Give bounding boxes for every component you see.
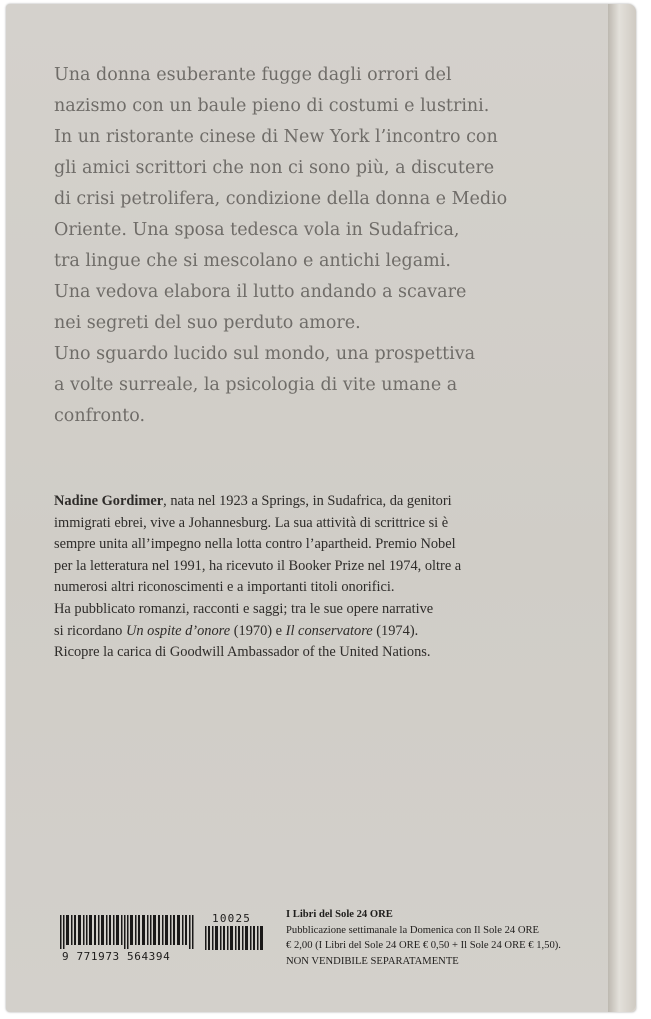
bio-line-text: si ricordano xyxy=(54,622,126,639)
work-title: Un ospite d’onore xyxy=(125,622,231,639)
bio-line: per la letteratura nel 1991, ha ricevuto il Booker Prize nel 1974, oltre a xyxy=(54,557,462,574)
blurb-line: gli amici scrittori che non ci sono più, a discutere xyxy=(54,158,495,178)
imprint-line: Pubblicazione settimanale la Domenica con Il Sole 24 ORE xyxy=(286,924,540,936)
bio-line: immigrati ebrei, vive a Johannesburg. La sua attività di scrittrice si è xyxy=(54,514,449,531)
blurb-text xyxy=(54,60,594,432)
bio-line-text: , nata nel 1923 a Springs, in Sudafrica, da genitori xyxy=(163,493,452,509)
book-back-cover xyxy=(6,4,636,1012)
publisher-name: I Libri del Sole 24 ORE xyxy=(286,909,393,920)
author-bio xyxy=(54,491,599,664)
blurb-line: Una donna esuberante fugge dagli orrori del xyxy=(54,65,452,85)
page-edge xyxy=(608,4,636,1012)
barcode-addon-image xyxy=(205,926,265,950)
blurb-line: Oriente. Una sposa tedesca vola in Sudafrica, xyxy=(54,220,460,240)
blurb-line: Una vedova elabora il lutto andando a scavare xyxy=(54,282,467,302)
imprint-block xyxy=(286,907,606,969)
bio-line-text: (1970) e xyxy=(230,622,286,639)
bio-line: sempre unita all’impegno nella lotta contro l’apartheid. Premio Nobel xyxy=(54,536,456,553)
barcode-number: 9 771973 564394 xyxy=(62,950,171,963)
blurb-line: nazismo con un baule pieno di costumi e lustrini. xyxy=(54,96,490,116)
author-name: Nadine Gordimer xyxy=(54,493,164,509)
imprint-line: NON VENDIBILE SEPARATAMENTE xyxy=(286,955,459,967)
price-line: € 2,00 (I Libri del Sole 24 ORE € 0,50 + Il Sole 24 ORE € 1,50). xyxy=(286,940,561,951)
blurb-line: In un ristorante cinese di New York l’incontro con xyxy=(54,127,498,147)
blurb-line: di crisi petrolifera, condizione della donna e Medio xyxy=(54,189,508,209)
bio-line: Ha pubblicato romanzi, racconti e saggi; tra le sue opere narrative xyxy=(54,600,434,617)
barcode-image xyxy=(60,915,198,949)
work-title: Il conservatore xyxy=(285,622,373,639)
bio-line: numerosi altri riconoscimenti e a importanti titoli onorifici. xyxy=(54,579,395,596)
bio-line-text: (1974). xyxy=(372,622,419,639)
cover-surface xyxy=(6,4,608,1012)
blurb-line: confronto. xyxy=(54,406,146,426)
blurb-line: nei segreti del suo perduto amore. xyxy=(54,313,361,333)
blurb-line: Uno sguardo lucido sul mondo, una prospettiva xyxy=(54,344,476,364)
bio-line: Ricopre la carica di Goodwill Ambassador of the United Nations. xyxy=(54,644,431,661)
blurb-line: a volte surreale, la psicologia di vite umane a xyxy=(54,375,458,395)
bio-line xyxy=(54,491,599,513)
barcode-addon-number: 10025 xyxy=(212,912,252,925)
blurb-line: tra lingue che si mescolano e antichi legami. xyxy=(54,251,451,271)
bio-line xyxy=(54,621,599,643)
